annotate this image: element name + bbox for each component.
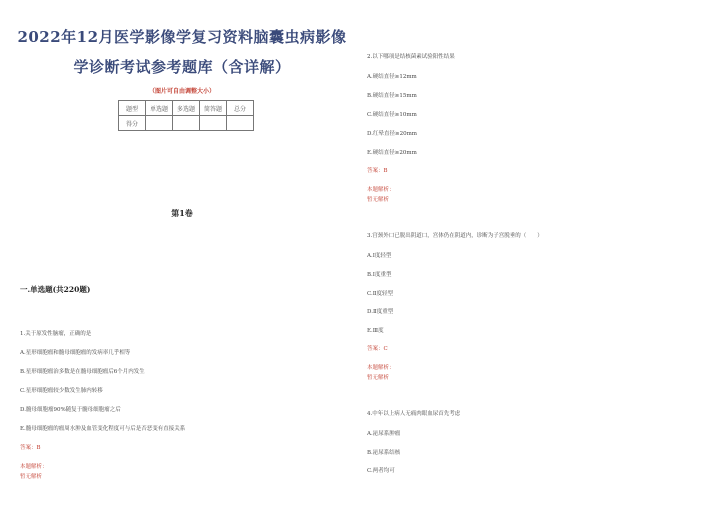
page-title: 2022年12月医学影像学复习资料脑囊虫病影像 — [17, 28, 347, 46]
option-b: B.泌尿系结核 — [367, 450, 401, 456]
option-b: B.星形细胞瘤治多数是在髓母细胞瘤后6个月内发生 — [20, 369, 145, 375]
answer: 答案：B — [367, 168, 388, 174]
score-header-single: 单选题 — [146, 101, 173, 116]
answer: 答案：B — [20, 445, 41, 451]
explanation-label: 本题解析： — [367, 365, 395, 371]
score-cell — [173, 116, 200, 131]
explanation-text: 暂无解析 — [20, 474, 43, 480]
answer: 答案：C — [367, 346, 388, 352]
option-e: E.硬结直径≥20mm — [367, 150, 417, 156]
option-a: A.星形细胞瘤和髓母细胞瘤的发病率几乎相等 — [20, 350, 131, 356]
score-row-label: 得分 — [119, 116, 146, 131]
score-header-total: 总分 — [227, 101, 254, 116]
option-d: D.髓母细胞瘤90%随复于髓母细胞瘤之后 — [20, 407, 121, 413]
option-d: D.Ⅱ度重型 — [367, 309, 394, 315]
option-d: D.红晕直径≥20mm — [367, 131, 417, 137]
explanation-label: 本题解析： — [20, 464, 48, 470]
option-a: A.泌尿系肿瘤 — [367, 431, 401, 437]
score-table — [118, 100, 254, 131]
score-header-short: 简答题 — [200, 101, 227, 116]
question-stem: 1.关于原发性脑瘤，正确的是 — [20, 331, 92, 337]
score-cell — [146, 116, 173, 131]
option-a: A.Ⅰ度轻型 — [367, 253, 392, 259]
image-resize-note: （图片可自由调整大小） — [148, 88, 215, 95]
score-header-multi: 多选题 — [173, 101, 200, 116]
volume-heading: 第1卷 — [171, 208, 193, 218]
score-table-score-row — [119, 116, 254, 131]
option-c: C.星形细胞瘤较少数发生肺内转移 — [20, 388, 103, 394]
option-b: B.Ⅰ度重型 — [367, 272, 392, 278]
page-title-line2: 学诊断考试参考题库（含详解） — [73, 58, 291, 76]
score-cell — [227, 116, 254, 131]
question-stem: 4.中年以上病人无痛肉眼血尿首先考虑 — [367, 411, 461, 417]
score-table-header-row — [119, 101, 254, 116]
option-c: C.硬结直径≥10mm — [367, 112, 417, 118]
option-e: E.Ⅲ度 — [367, 328, 384, 334]
option-e: E.髓母细胞瘤的瘤周水肿及血管变化程度可与后是否恶变有直接关系 — [20, 426, 186, 432]
explanation-text: 暂无解析 — [367, 375, 390, 381]
question-stem: 3.宫颈外口已脱出阴道口，宫体仍在阴道内，诊断为子宫脱垂的（ ） — [367, 233, 543, 239]
section-title: 一.单选题(共220题) — [20, 285, 91, 294]
score-header-type: 题型 — [119, 101, 146, 116]
explanation-text: 暂无解析 — [367, 197, 390, 203]
explanation-label: 本题解析： — [367, 187, 395, 193]
option-a: A.硬结直径≥12mm — [367, 74, 417, 80]
option-c: C.Ⅱ度轻型 — [367, 291, 393, 297]
option-c: C.两者均可 — [367, 468, 395, 474]
option-b: B.硬结直径≥15mm — [367, 93, 417, 99]
question-stem: 2.以下哪项是结核菌素试验阳性结果 — [367, 54, 455, 60]
score-cell — [200, 116, 227, 131]
